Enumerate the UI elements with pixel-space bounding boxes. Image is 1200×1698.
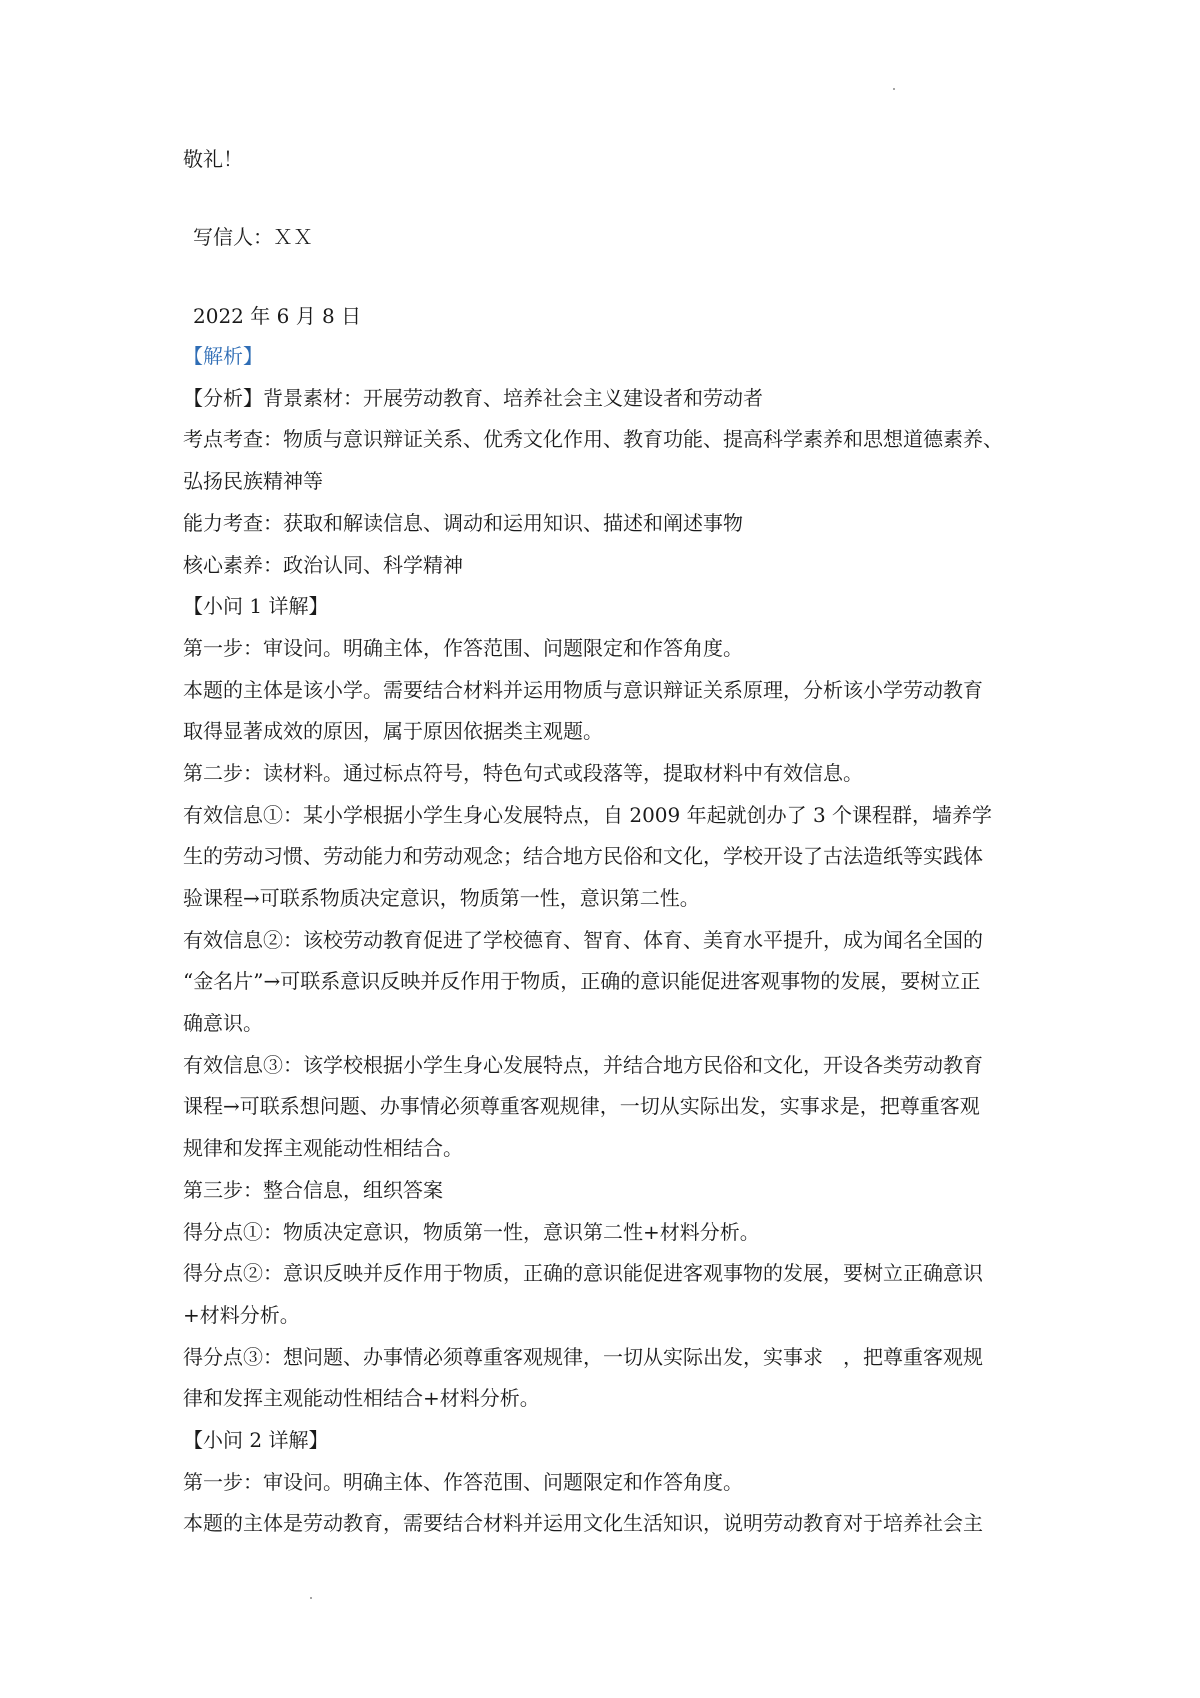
analysis-line: 得分点②：意识反映并反作用于物质，正确的意识能促进客观事物的发展，要树立正确意识 [183, 1261, 983, 1285]
analysis-line: 规律和发挥主观能动性相结合。 [183, 1136, 463, 1160]
scan-speck [893, 88, 895, 90]
writer-text: 写信人：ＸＸ [193, 225, 313, 249]
analysis-line: 有效信息①：某小学根据小学生身心发展特点，自 2009 年起就创办了 3 个课程群，墙养学 [183, 803, 993, 827]
analysis-line: 第二步：读材料。通过标点符号，特色句式或段落等，提取材料中有效信息。 [183, 761, 863, 785]
analysis-line: 生的劳动习惯、劳动能力和劳动观念；结合地方民俗和文化，学校开设了古法造纸等实践体 [183, 844, 983, 868]
analysis-line: 得分点③：想问题、办事情必须尊重客观规律，一切从实际出发，实事求 ，把尊重客观规 [183, 1345, 983, 1369]
scan-speck [310, 1597, 312, 1599]
analysis-line: 律和发挥主观能动性相结合+材料分析。 [183, 1386, 540, 1410]
analysis-line: 第三步：整合信息，组织答案 [183, 1178, 443, 1202]
analysis-line: 验课程→可联系物质决定意识，物质第一性，意识第二性。 [183, 886, 700, 910]
analysis-line: “金名片”→可联系意识反映并反作用于物质，正确的意识能促进客观事物的发展，要树立正 [183, 969, 981, 993]
analysis-line: 得分点①：物质决定意识，物质第一性，意识第二性+材料分析。 [183, 1220, 760, 1244]
analysis-line: 第一步：审设问。明确主体，作答范围、问题限定和作答角度。 [183, 636, 743, 660]
analysis-line: 【分析】背景素材：开展劳动教育、培养社会主义建设者和劳动者 [183, 386, 763, 410]
analysis-line: 本题的主体是该小学。需要结合材料并运用物质与意识辩证关系原理，分析该小学劳动教育 [183, 678, 983, 702]
analysis-line: 取得显著成效的原因，属于原因依据类主观题。 [183, 719, 603, 743]
analysis-line: 第一步：审设问。明确主体、作答范围、问题限定和作答角度。 [183, 1470, 743, 1494]
analysis-line: 有效信息②：该校劳动教育促进了学校德育、智育、体育、美育水平提升，成为闻名全国的 [183, 928, 983, 952]
analysis-line: 【小问 1 详解】 [183, 594, 329, 618]
analysis-line: 能力考查：获取和解读信息、调动和运用知识、描述和阐述事物 [183, 511, 743, 535]
analysis-heading: 【解析】 [183, 344, 263, 368]
analysis-line: 有效信息③：该学校根据小学生身心发展特点，并结合地方民俗和文化，开设各类劳动教育 [183, 1053, 983, 1077]
analysis-line: +材料分析。 [183, 1303, 300, 1327]
analysis-line: 弘扬民族精神等 [183, 469, 323, 493]
analysis-line: 考点考查：物质与意识辩证关系、优秀文化作用、教育功能、提高科学素养和思想道德素养、 [183, 427, 1003, 451]
analysis-line: 确意识。 [183, 1011, 263, 1035]
analysis-line: 课程→可联系想问题、办事情必须尊重客观规律，一切从实际出发，实事求是，把尊重客观 [183, 1094, 980, 1118]
date-text: 2022 年 6 月 8 日 [193, 304, 362, 328]
analysis-line: 本题的主体是劳动教育，需要结合材料并运用文化生活知识，说明劳动教育对于培养社会主 [183, 1511, 983, 1535]
salute-text: 敬礼！ [183, 147, 243, 171]
analysis-line: 核心素养：政治认同、科学精神 [183, 553, 463, 577]
analysis-line: 【小问 2 详解】 [183, 1428, 329, 1452]
